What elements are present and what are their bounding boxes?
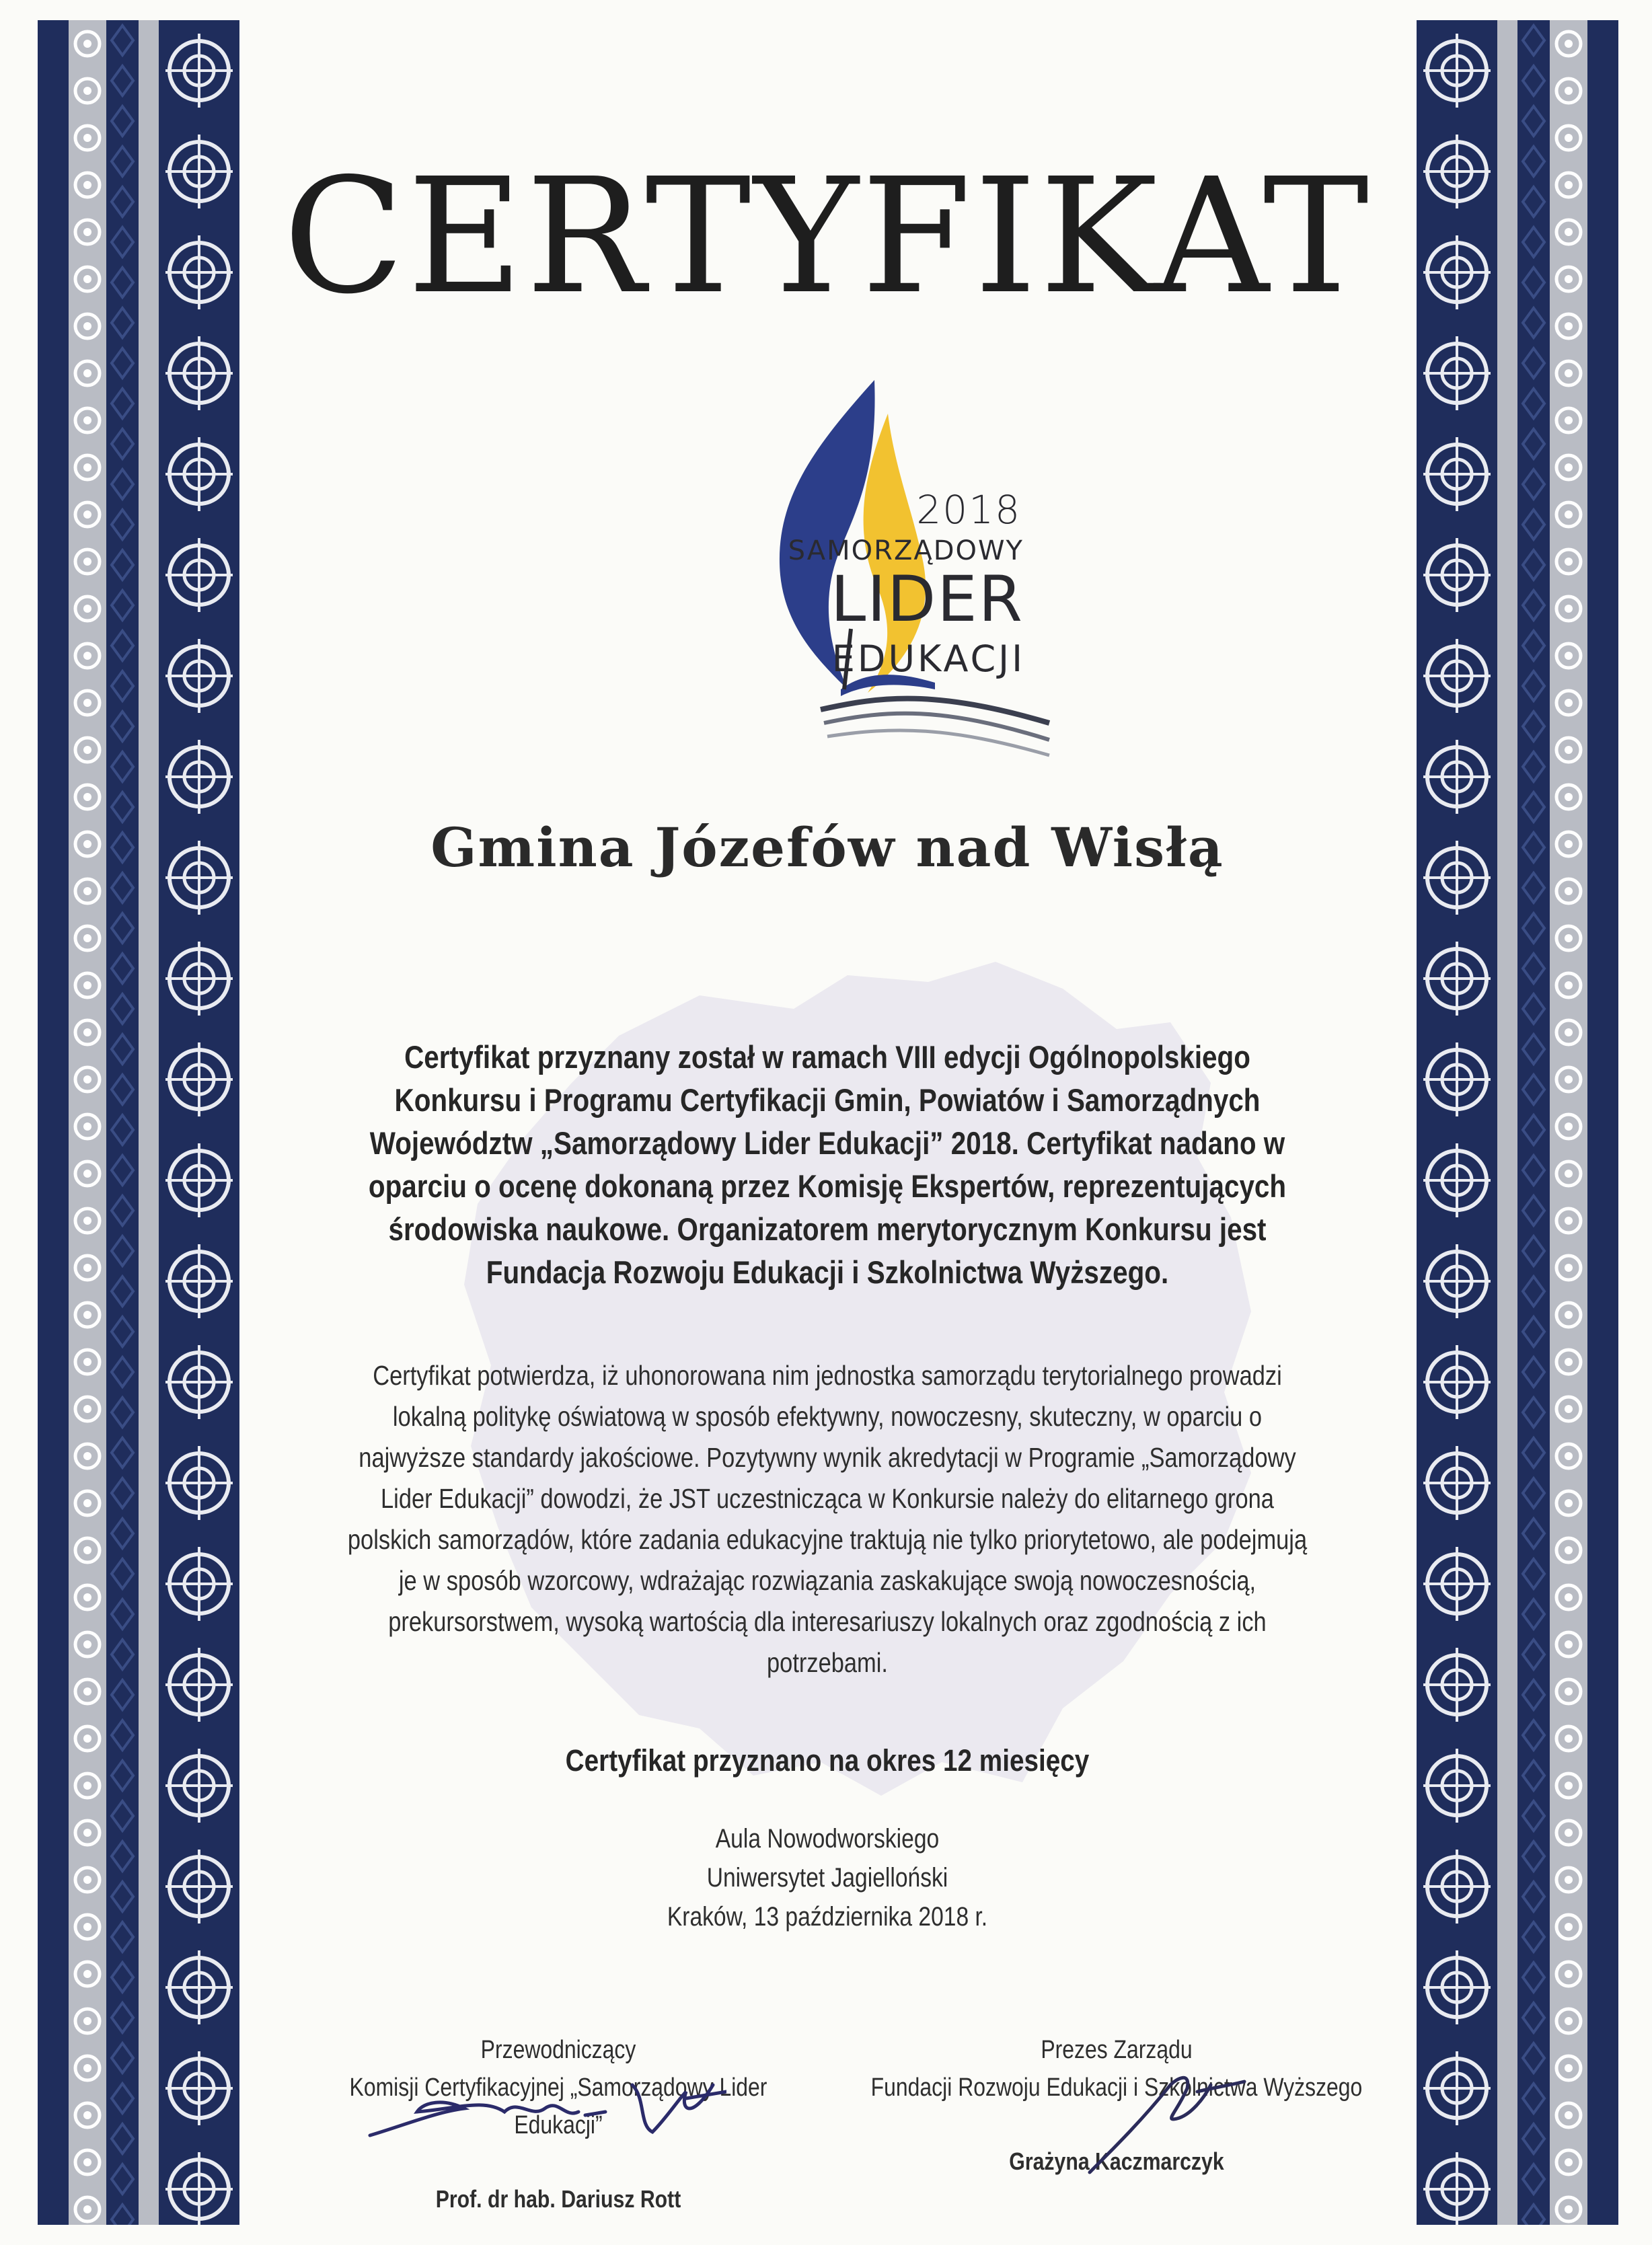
handwritten-signature-rott	[363, 2071, 726, 2152]
border-stripe	[1417, 20, 1497, 2225]
border-stripe	[106, 20, 139, 2225]
validity-period: Certyfikat przyznano na okres 12 miesięcy	[565, 1743, 1090, 1778]
left-ornamental-border	[38, 20, 239, 2225]
logo-line-samorzadowy: SAMORZĄDOWY	[788, 535, 1024, 566]
certificate-title: CERTYFIKAT	[283, 144, 1372, 329]
ceremony-location	[347, 1819, 1308, 1936]
location-date: Kraków, 13 października 2018 r.	[667, 1902, 988, 1932]
border-stripe	[1550, 20, 1587, 2225]
logo-year: 2018	[916, 487, 1021, 533]
border-stripe	[139, 20, 159, 2225]
border-stripe	[38, 20, 69, 2225]
signatory-name: Grażyna Kaczmarczyk	[1009, 2147, 1224, 2175]
signatory-role: Przewodniczący	[480, 2036, 636, 2064]
recipient-name: Gmina Józefów nad Wisłą	[430, 816, 1224, 879]
location-line: Uniwersytet Jagielloński	[706, 1863, 948, 1893]
signatory-role: Prezes Zarządu	[1041, 2036, 1193, 2064]
handwritten-signature-kaczmarczyk	[1076, 2058, 1251, 2179]
signatory-role: Fundacji Rozwoju Edukacji i Szkolnictwa Wyższego	[870, 2073, 1363, 2102]
border-stripe	[1497, 20, 1517, 2225]
location-line: Aula Nowodworskiego	[715, 1824, 940, 1854]
border-stripe	[1517, 20, 1550, 2225]
award-description: Certyfikat przyznany został w ramach VIII edycji Ogólnopolskiego Konkursu i Programu Certyfikacji Gmin, Powiatów i Samorządnych Województw „Samorządowy Lider Edukacji” 2018. Certyfikat nadano w oparciu o ocenę dokonaną przez Komisję Ekspertów, reprezentujących środowiska naukowe. Organizatorem merytorycznym Konkursu jest Fundacja Rozwoju Edukacji i Szkolnictwa Wyższego.	[368, 1039, 1287, 1290]
signatory-name: Prof. dr hab. Dariusz Rott	[435, 2185, 681, 2213]
logo-line-lider: LIDER	[830, 563, 1024, 636]
certificate-statement: Certyfikat potwierdza, iż uhonorowana nim jednostka samorządu terytorialnego prowadzi lokalną politykę oświatową w sposób efektywny, nowoczesny, skuteczny, w oparciu o najwyższe standardy jakościowe. Pozytywny wynik akredytacji w Programie „Samorządowy Lider Edukacji” dowodzi, że JST uczestnicząca w Konkursie należy do elitarnego grona polskich samorządów, które zadania edukacyjne traktują nie tylko priorytetowo, ale podejmują je w sposób wzorcowy, wdrażając rozwiązania zaskakujące swoją nowoczesnością, prekursorstwem, wysoką wartością dla interesariuszy lokalnych oraz zgodnością z ich potrzebami.	[347, 1360, 1308, 1678]
signatory-role: Komisji Certyfikacyjnej „Samorządowy Lider Edukacji”	[349, 2073, 767, 2139]
border-stripe	[159, 20, 239, 2225]
logo-line-edukacji: EDUKACJI	[831, 638, 1025, 680]
border-stripe	[1587, 20, 1618, 2225]
border-stripe	[69, 20, 106, 2225]
right-ornamental-border	[1417, 20, 1618, 2225]
